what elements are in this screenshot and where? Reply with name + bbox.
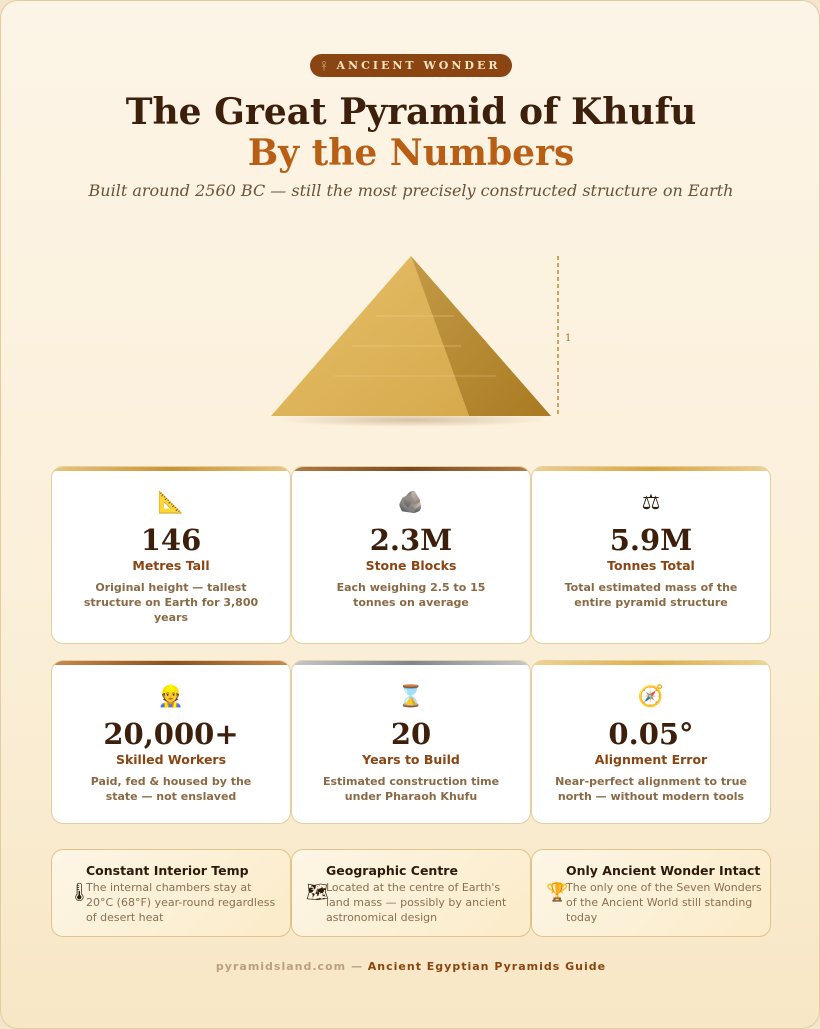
worker-helmet-icon: 👷 bbox=[157, 684, 185, 708]
stat-value: 5.9M bbox=[609, 523, 693, 557]
fact-title: Geographic Centre bbox=[326, 863, 458, 878]
footer-guide-title: Ancient Egyptian Pyramids Guide bbox=[367, 960, 607, 973]
page-title: The Great Pyramid of Khufu bbox=[125, 91, 697, 133]
scales-icon: ⚖ bbox=[641, 490, 661, 514]
stat-card-height bbox=[51, 466, 291, 644]
stat-accent-bar bbox=[532, 467, 770, 471]
stat-value: 20 bbox=[390, 717, 432, 751]
stat-description: Original height — tallest structure on Earth for 3,800 years bbox=[83, 581, 259, 624]
footer-credit bbox=[1, 960, 820, 973]
stat-card-workers bbox=[51, 660, 291, 824]
fact-text: The only one of the Seven Wonders of the Ancient World still standing today bbox=[566, 881, 762, 924]
world-map-icon: 🗺 bbox=[306, 882, 329, 903]
fact-text: Located at the centre of Earth's land mass — possibly by ancient astronomical design bbox=[326, 881, 507, 924]
ankh-icon: 𓋹 bbox=[321, 63, 327, 73]
stat-card-years bbox=[291, 660, 531, 824]
stat-description: Paid, fed & housed by the state — not enslaved bbox=[90, 775, 252, 803]
stat-label: Alignment Error bbox=[594, 752, 708, 767]
page-title-highlight: By the Numbers bbox=[247, 132, 575, 174]
stat-label: Tonnes Total bbox=[607, 558, 695, 573]
stat-label: Metres Tall bbox=[132, 558, 210, 573]
stat-description: Near-perfect alignment to true north — without modern tools bbox=[555, 775, 747, 803]
stat-accent-bar bbox=[52, 661, 290, 665]
badge-label: ANCIENT WONDER bbox=[336, 59, 501, 72]
footer-site-link[interactable]: pyramidsland.com bbox=[215, 960, 347, 973]
stat-accent-bar bbox=[292, 467, 530, 471]
fact-card-wonder bbox=[531, 849, 771, 937]
stat-card-tonnes bbox=[531, 466, 771, 644]
category-badge bbox=[310, 54, 512, 77]
hourglass-icon: ⌛ bbox=[397, 684, 425, 708]
fact-card-centre bbox=[291, 849, 531, 937]
stat-description: Estimated construction time under Pharaoh Khufu bbox=[322, 775, 500, 803]
stat-value: 0.05° bbox=[608, 717, 694, 751]
stat-card-alignment bbox=[531, 660, 771, 824]
fact-card-temperature bbox=[51, 849, 291, 937]
height-marker-label: 1 bbox=[565, 333, 572, 344]
stat-accent-bar bbox=[52, 467, 290, 471]
stat-label: Years to Build bbox=[362, 752, 460, 767]
stat-label: Stone Blocks bbox=[365, 558, 457, 573]
fact-title: Constant Interior Temp bbox=[86, 863, 249, 878]
fact-title: Only Ancient Wonder Intact bbox=[566, 863, 761, 878]
page-subtitle: Built around 2560 BC — still the most precisely constructed structure on Earth bbox=[88, 181, 734, 200]
thermometer-icon: 🌡 bbox=[68, 882, 91, 903]
stat-card-blocks bbox=[291, 466, 531, 644]
stat-label: Skilled Workers bbox=[115, 752, 227, 767]
stat-accent-bar bbox=[292, 661, 530, 665]
fact-text: The internal chambers stay at 20°C (68°F) year-round regardless of desert heat bbox=[86, 881, 276, 924]
trophy-icon: 🏆 bbox=[546, 882, 569, 903]
stat-value: 2.3M bbox=[369, 523, 453, 557]
pyramid-left-face bbox=[271, 256, 469, 416]
footer-separator: — bbox=[350, 960, 363, 973]
compass-icon: 🧭 bbox=[637, 684, 665, 708]
stat-description: Total estimated mass of the entire pyramid structure bbox=[564, 581, 738, 609]
stat-value: 146 bbox=[140, 523, 202, 557]
set-square-icon: 📐 bbox=[157, 490, 185, 514]
stone-block-icon: 🪨 bbox=[397, 490, 425, 514]
stat-value: 20,000+ bbox=[103, 717, 239, 751]
stat-accent-bar bbox=[532, 661, 770, 665]
stat-description: Each weighing 2.5 to 15 tonnes on average bbox=[336, 581, 486, 609]
pyramid-illustration bbox=[256, 246, 586, 436]
